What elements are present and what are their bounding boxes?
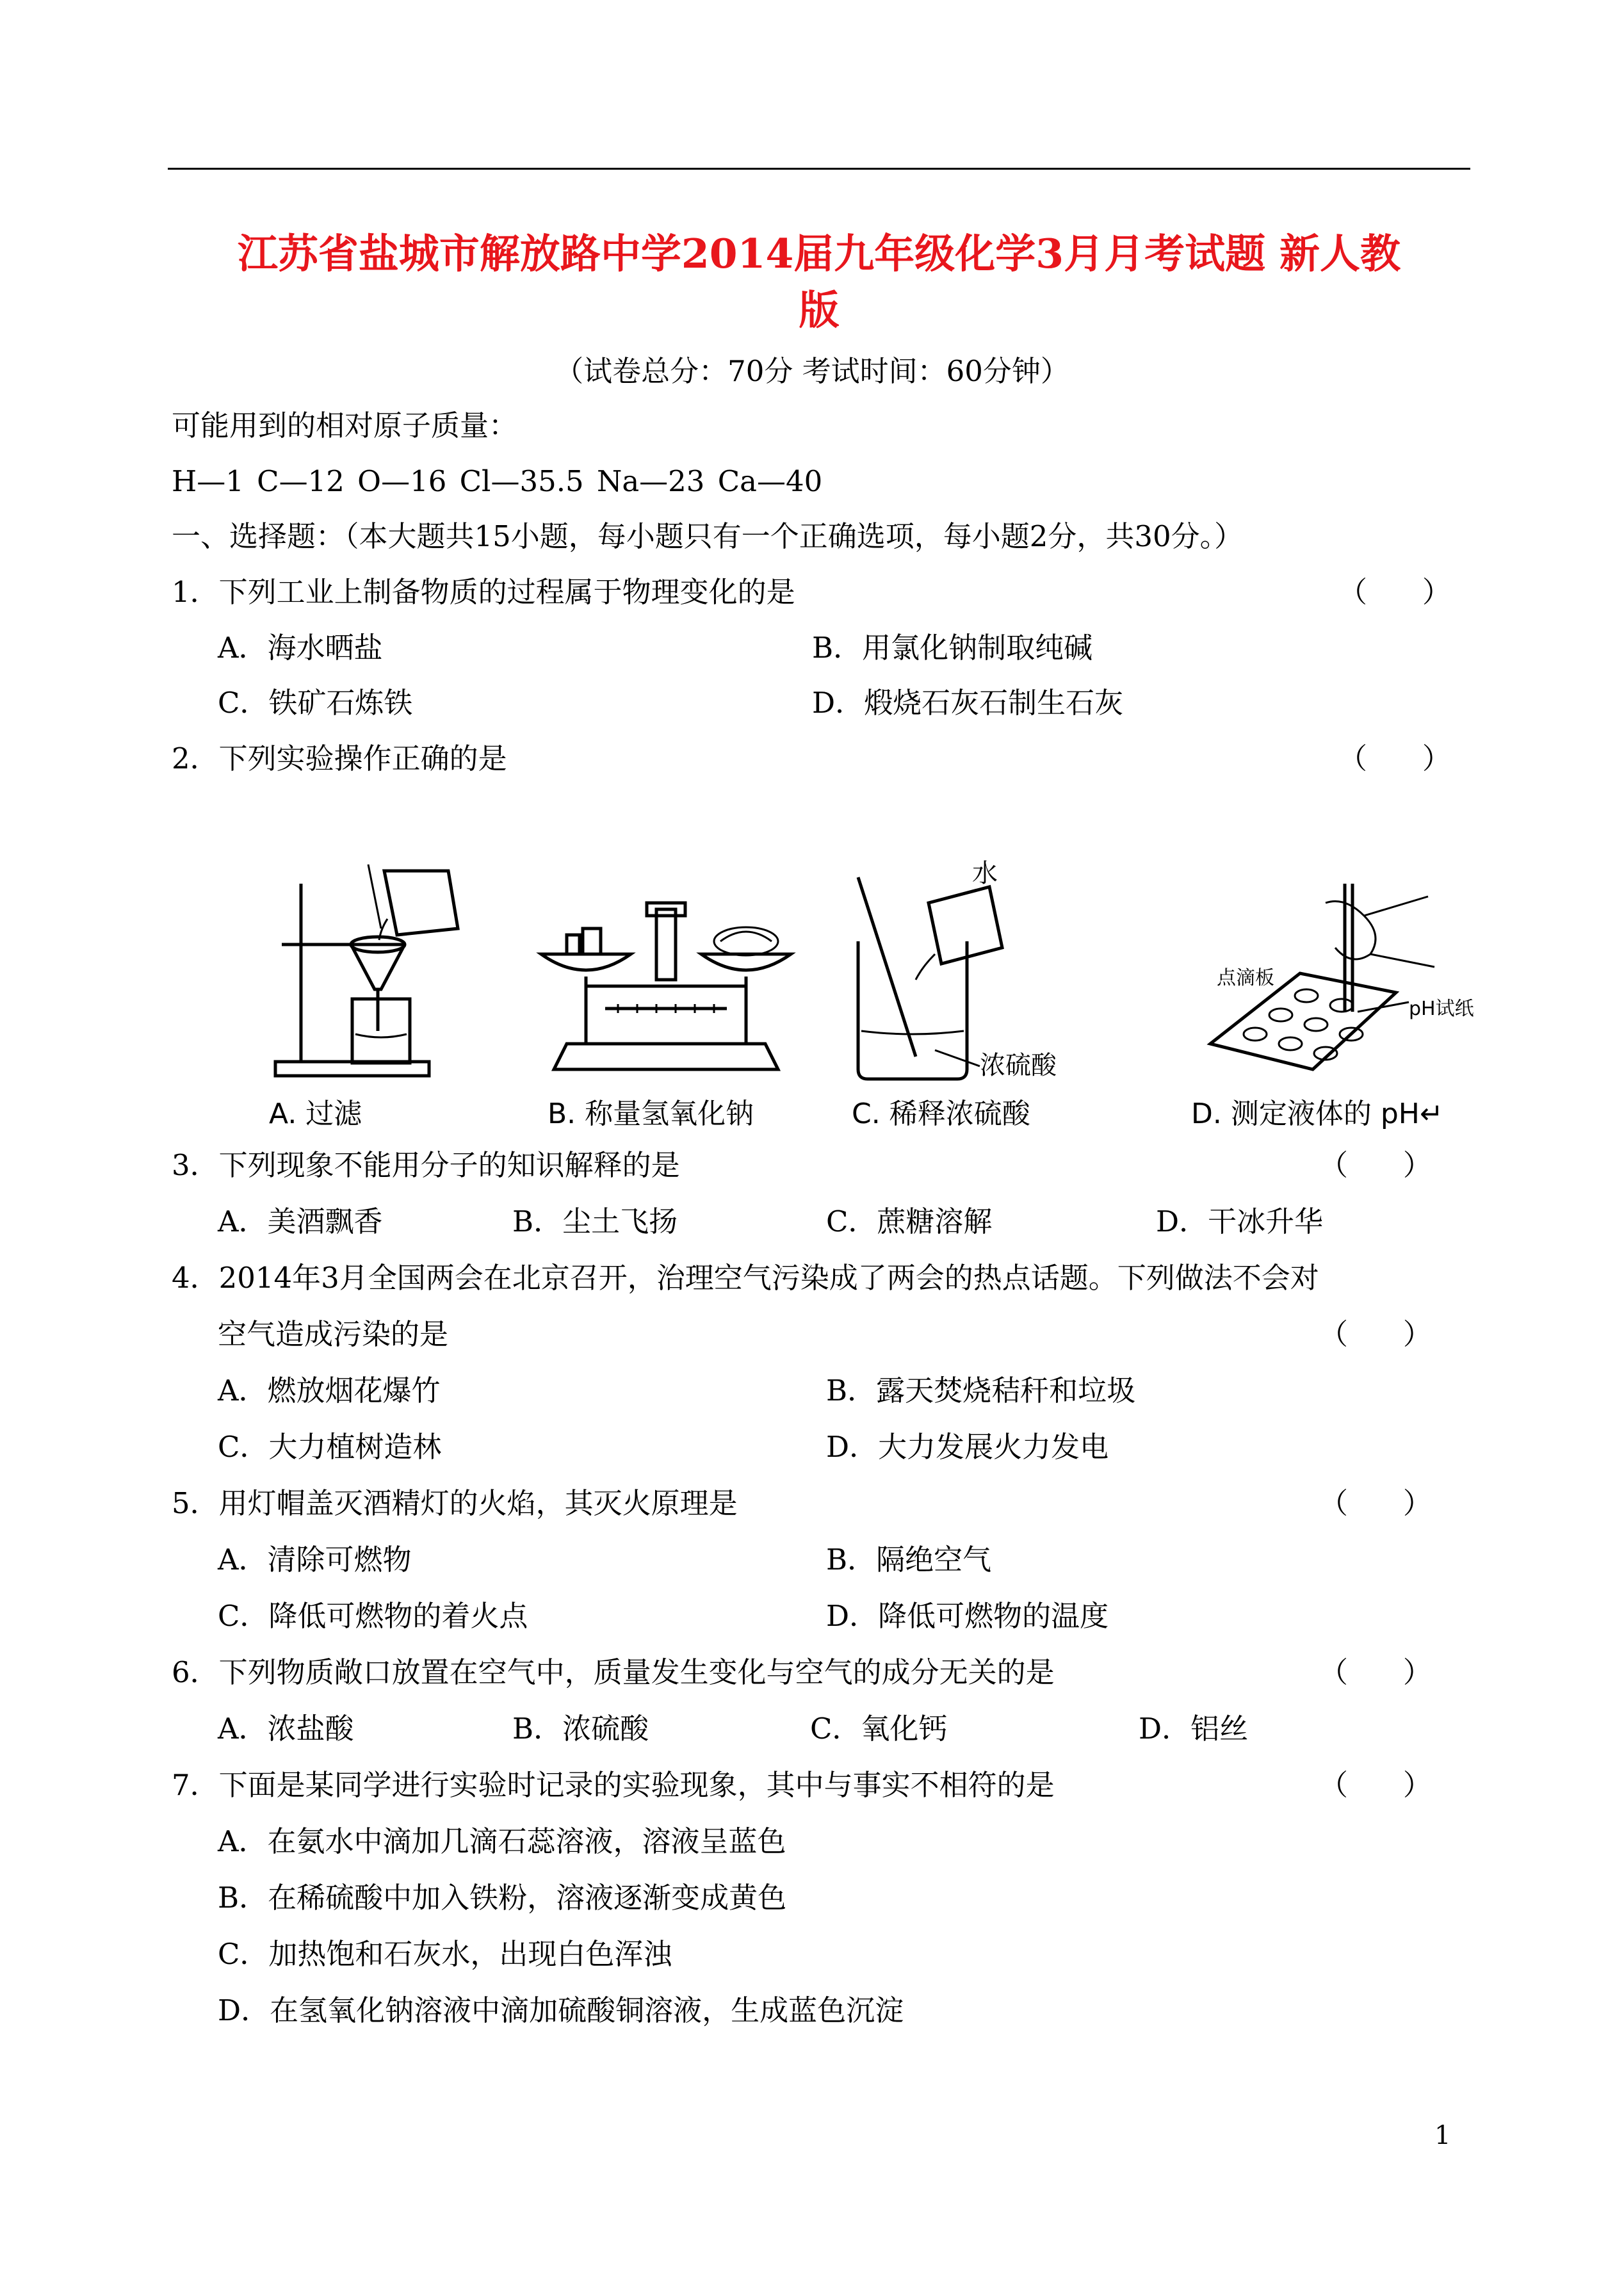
section-heading: 一、选择题：（本大题共15小题，每小题只有一个正确选项，每小题2分，共30分。） [172, 519, 1244, 553]
q1-option-d[interactable]: D．煅烧石灰石制生石灰 [812, 686, 1124, 720]
q3-option-b[interactable]: B．尘土飞扬 [512, 1204, 678, 1238]
q2-figure-d[interactable] [1153, 858, 1498, 1133]
conc-acid-label: 浓硫酸 [980, 1051, 1057, 1080]
q7-option-a[interactable]: A．在氨水中滴加几滴石蕊溶液，溶液呈蓝色 [218, 1824, 786, 1858]
header-rule [168, 168, 1470, 170]
q1-option-a[interactable]: A．海水晒盐 [218, 631, 383, 665]
exam-title-line2: 版 [799, 286, 840, 334]
atomic-mass-values: H—1 C—12 O—16 Cl—35.5 Na—23 Ca—40 [172, 464, 823, 498]
q4-option-c[interactable]: C．大力植树造林 [218, 1430, 442, 1464]
exam-title-line1: 江苏省盐城市解放路中学2014届九年级化学3月月考试题 新人教 [237, 230, 1401, 277]
q2-caption-a: A. 过滤 [269, 1098, 362, 1130]
q2-caption-c: C. 稀释浓硫酸 [852, 1098, 1030, 1130]
answer-blank-2[interactable]: （ ） [1338, 742, 1451, 775]
spot-plate-label: 点滴板 [1217, 967, 1274, 989]
q4-option-d[interactable]: D．大力发展火力发电 [826, 1430, 1109, 1464]
answer-blank-4[interactable]: （ ） [1319, 1317, 1432, 1351]
exam-info: （试卷总分：70分 考试时间：60分钟） [555, 354, 1069, 388]
q7-option-c[interactable]: C．加热饱和石灰水，出现白色浑浊 [218, 1937, 672, 1971]
q2-figure-row [243, 858, 1505, 1133]
question-4-stem-line2: 空气造成污染的是 [218, 1317, 449, 1351]
q2-caption-d: D. 测定液体的 pH↵ [1191, 1098, 1443, 1130]
q4-option-a[interactable]: A．燃放烟花爆竹 [218, 1374, 441, 1407]
balance-scale-icon [528, 858, 804, 1089]
question-6-stem: 6．下列物质敞口放置在空气中，质量发生变化与空气的成分无关的是 [172, 1655, 1055, 1689]
question-3-stem: 3．下列现象不能用分子的知识解释的是 [172, 1148, 680, 1182]
q5-option-b[interactable]: B．隔绝空气 [826, 1543, 992, 1577]
q1-option-b[interactable]: B．用氯化钠制取纯碱 [812, 631, 1093, 665]
q5-option-c[interactable]: C．降低可燃物的着火点 [218, 1599, 528, 1633]
q1-option-c[interactable]: C．铁矿石炼铁 [218, 686, 413, 720]
ph-paper-label: pH试纸 [1409, 998, 1474, 1020]
q2-figure-a[interactable] [243, 858, 487, 1133]
answer-blank-1[interactable]: （ ） [1338, 575, 1451, 609]
answer-blank-6[interactable]: （ ） [1319, 1655, 1432, 1689]
q3-option-a[interactable]: A．美酒飘香 [218, 1204, 383, 1238]
q2-figure-b[interactable] [528, 858, 804, 1133]
answer-blank-7[interactable]: （ ） [1319, 1768, 1432, 1802]
atomic-mass-heading: 可能用到的相对原子质量： [172, 409, 518, 442]
q3-option-c[interactable]: C．蔗糖溶解 [826, 1204, 993, 1238]
q5-option-d[interactable]: D．降低可燃物的温度 [826, 1599, 1109, 1633]
filtration-apparatus-icon [243, 858, 487, 1089]
q5-option-a[interactable]: A．清除可燃物 [218, 1543, 412, 1577]
q7-option-b[interactable]: B．在稀硫酸中加入铁粉，溶液逐渐变成黄色 [218, 1881, 787, 1915]
water-label: 水 [972, 859, 998, 888]
question-2-stem: 2．下列实验操作正确的是 [172, 742, 507, 775]
question-7-stem: 7．下面是某同学进行实验时记录的实验现象，其中与事实不相符的是 [172, 1768, 1055, 1802]
q6-option-d[interactable]: D．铝丝 [1139, 1712, 1249, 1746]
page-number: 1 [1434, 2121, 1451, 2150]
q6-option-c[interactable]: C．氧化钙 [810, 1712, 948, 1746]
answer-blank-3[interactable]: （ ） [1319, 1148, 1432, 1182]
question-1-stem: 1．下列工业上制备物质的过程属于物理变化的是 [172, 575, 795, 609]
q2-figure-c[interactable] [845, 858, 1114, 1133]
q4-option-b[interactable]: B．露天焚烧秸秆和垃圾 [826, 1374, 1136, 1407]
q7-option-d[interactable]: D．在氢氧化钠溶液中滴加硫酸铜溶液，生成蓝色沉淀 [218, 1993, 904, 2027]
question-5-stem: 5．用灯帽盖灭酒精灯的火焰，其灭火原理是 [172, 1486, 738, 1520]
q6-option-a[interactable]: A．浓盐酸 [218, 1712, 354, 1746]
q6-option-b[interactable]: B．浓硫酸 [512, 1712, 649, 1746]
q3-option-d[interactable]: D．干冰升华 [1156, 1204, 1324, 1238]
ph-test-apparatus-icon [1153, 858, 1498, 1089]
question-4-stem-line1: 4．2014年3月全国两会在北京召开，治理空气污染成了两会的热点话题。下列做法不会对 [172, 1261, 1319, 1295]
answer-blank-5[interactable]: （ ） [1319, 1486, 1432, 1520]
q2-caption-b: B. 称量氢氧化钠 [548, 1098, 754, 1130]
